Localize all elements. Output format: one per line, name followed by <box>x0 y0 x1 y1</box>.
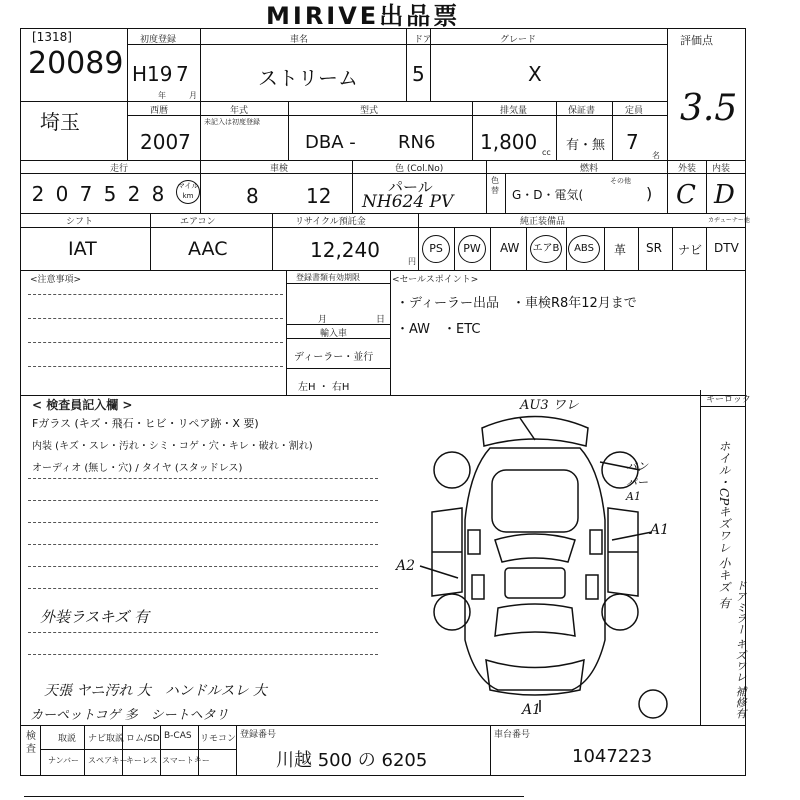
diagram-label-a1-bottom: A1 <box>522 702 542 718</box>
reg-number: 川越 500 の 6205 <box>276 750 428 771</box>
mileage-digit: 7 <box>79 182 93 206</box>
label-shift: シフト <box>66 217 94 227</box>
label-doors: ドア <box>414 35 432 45</box>
diagram-label-a1-right: A1 <box>650 522 670 538</box>
label-aircon: エアコン <box>180 217 216 227</box>
mileage-digit: 8 <box>151 182 165 206</box>
equip-leather: 革 <box>614 243 627 257</box>
reg-month-unit: 月 <box>318 315 328 325</box>
person-unit: 名 <box>652 151 660 160</box>
model-code: RN6 <box>398 132 436 153</box>
bottom-col-3: ロム/SD <box>126 734 160 744</box>
doors-value: 5 <box>412 62 425 86</box>
yen-unit: 円 <box>408 257 416 266</box>
import-steering: 左H ・ 右H <box>298 382 350 393</box>
label-katashiki: 型式 <box>360 106 379 116</box>
bottom-col-2: ナビ取説 <box>88 734 125 744</box>
label-displacement: 排気量 <box>500 106 528 116</box>
label-car-name: 車名 <box>290 35 309 45</box>
diagram-label-bumper: バンパー A1 <box>626 460 648 503</box>
handwritten-note-2: 天張 ヤニ汚れ 大 ハンドルスレ 大 <box>44 683 267 699</box>
label-tuner: カヂューナー他 <box>708 217 750 224</box>
equip-abs: ABS <box>568 235 600 263</box>
side-text-2: ドアミラー キズワレ 補修有 <box>734 580 747 719</box>
label-western: 西暦 <box>150 106 169 116</box>
bottom-col2-3: キーレス <box>126 756 158 765</box>
label-model-year-note: 未記入は初度登録 <box>204 118 260 126</box>
displacement-value: 1,800 <box>480 130 538 154</box>
exterior-grade: C <box>676 180 696 210</box>
label-capacity: 定員 <box>625 106 644 116</box>
label-recycle: リサイクル預託金 <box>295 217 366 227</box>
interior-grade: D <box>714 180 735 210</box>
bottom-col2-2: スペアキー <box>88 756 128 765</box>
model-prefix: DBA - <box>305 132 356 153</box>
label-reg-no: 登録番号 <box>240 730 277 740</box>
label-sales-point: <セールスポイント> <box>392 275 479 285</box>
mileage-digit: 2 <box>31 182 45 206</box>
bottom-col-5: リモコン <box>200 734 237 744</box>
label-shaken: 車検 <box>270 164 289 174</box>
equip-aw: AW <box>500 241 520 255</box>
year-unit: 年 <box>158 91 166 100</box>
month-unit: 月 <box>189 91 197 100</box>
bottom-col-4: B-CAS <box>164 731 192 741</box>
bottom-col2-1: ナンバー <box>48 756 80 765</box>
label-reg-limit: 登録書類有効期限 <box>296 273 360 282</box>
import-dealer: ディーラー・並行 <box>294 352 374 363</box>
grade-value: X <box>528 62 542 86</box>
car-name: ストリーム <box>258 66 358 90</box>
bottom-col2-4: スマートキー <box>162 756 210 765</box>
label-kensa: 検査 <box>26 731 36 755</box>
lot-number: 20089 <box>28 46 124 81</box>
sheet-title: MIRIVE出品票 <box>266 2 461 30</box>
equip-pw: PW <box>458 235 486 263</box>
fuel-options: G・D・電気( <box>512 188 584 202</box>
label-color: 色 (Col.No) <box>395 164 444 174</box>
color-code: NH624 PV <box>362 192 454 212</box>
fuel-close: ) <box>646 184 653 203</box>
equip-airbag: エアB <box>530 235 562 263</box>
aircon-value: AAC <box>188 238 228 260</box>
equip-ps: PS <box>422 235 450 263</box>
cc-unit: cc <box>542 148 551 157</box>
equip-dtv: DTV <box>714 241 739 255</box>
shaken-month: 12 <box>306 184 332 208</box>
inspector-line-2: 内装 (キズ・スレ・汚れ・シミ・コゲ・穴・キレ・破れ・割れ) <box>32 441 313 452</box>
equip-navi: ナビ <box>678 243 703 257</box>
label-mileage: 走行 <box>110 164 129 174</box>
mileage-digit: 2 <box>127 182 141 206</box>
diagram-label-top: AU3 ワレ <box>520 398 579 413</box>
location: 埼玉 <box>40 110 80 134</box>
score-value: 3.5 <box>680 88 738 129</box>
shaken-year: 8 <box>246 184 259 208</box>
label-first-reg: 初度登録 <box>140 35 177 45</box>
equip-sr: SR <box>646 241 662 255</box>
first-reg-month: 7 <box>176 62 189 86</box>
lot-small: [1318] <box>32 30 72 44</box>
bottom-col-1: 取説 <box>58 734 77 744</box>
label-exterior: 外装 <box>678 164 697 174</box>
label-chassis: 車台番号 <box>494 730 531 740</box>
capacity-value: 7 <box>626 130 639 154</box>
label-inspector: < 検査員記入欄 > <box>32 398 133 412</box>
label-interior: 内装 <box>712 164 731 174</box>
side-text: ホイル・CPキズワレ 小キズ 有 <box>717 440 731 609</box>
sales-point-1: ・ディーラー出品 ・車検R8年12月まで <box>396 296 637 311</box>
mileage-digit: 0 <box>55 182 69 206</box>
handwritten-note-3: カーペットコゲ 多 シートヘタリ <box>30 708 229 723</box>
diagram-label-a2: A2 <box>396 558 416 574</box>
label-key-lock: キーロック <box>706 395 751 405</box>
label-fuel: 燃料 <box>580 164 599 174</box>
fuel-other: その他 <box>610 177 631 185</box>
recycle-value: 12,240 <box>310 238 380 262</box>
label-equipment: 純正装備品 <box>520 217 566 227</box>
color-name: パール <box>388 178 433 196</box>
label-grade: グレード <box>500 35 537 45</box>
shift-value: IAT <box>68 238 97 260</box>
mileage-digit: 5 <box>103 182 117 206</box>
miles-km-circle: マイル km <box>176 180 200 204</box>
label-import: 輸入車 <box>320 329 348 339</box>
sales-point-2: ・AW ・ETC <box>396 322 481 337</box>
label-warranty: 保証書 <box>568 106 596 116</box>
label-color-paint: 色替 <box>491 176 499 195</box>
warranty-value: 有・無 <box>566 138 606 153</box>
chassis-number: 1047223 <box>572 746 653 767</box>
label-notes: <注意事項> <box>30 275 82 285</box>
label-eval: 評価点 <box>680 34 713 47</box>
label-model-year: 年式 <box>230 106 249 116</box>
inspector-line-1: Fガラス (キズ・飛石・ヒビ・リペア跡・X 要) <box>32 417 259 430</box>
inspector-line-3: オーディオ (無し・穴) / タイヤ (スタッドレス) <box>32 463 243 474</box>
handwritten-note-1: 外装ラスキズ 有 <box>40 608 150 626</box>
model-year: 2007 <box>140 130 191 154</box>
first-reg-era: H19 <box>132 62 173 86</box>
reg-day-unit: 日 <box>376 315 386 325</box>
